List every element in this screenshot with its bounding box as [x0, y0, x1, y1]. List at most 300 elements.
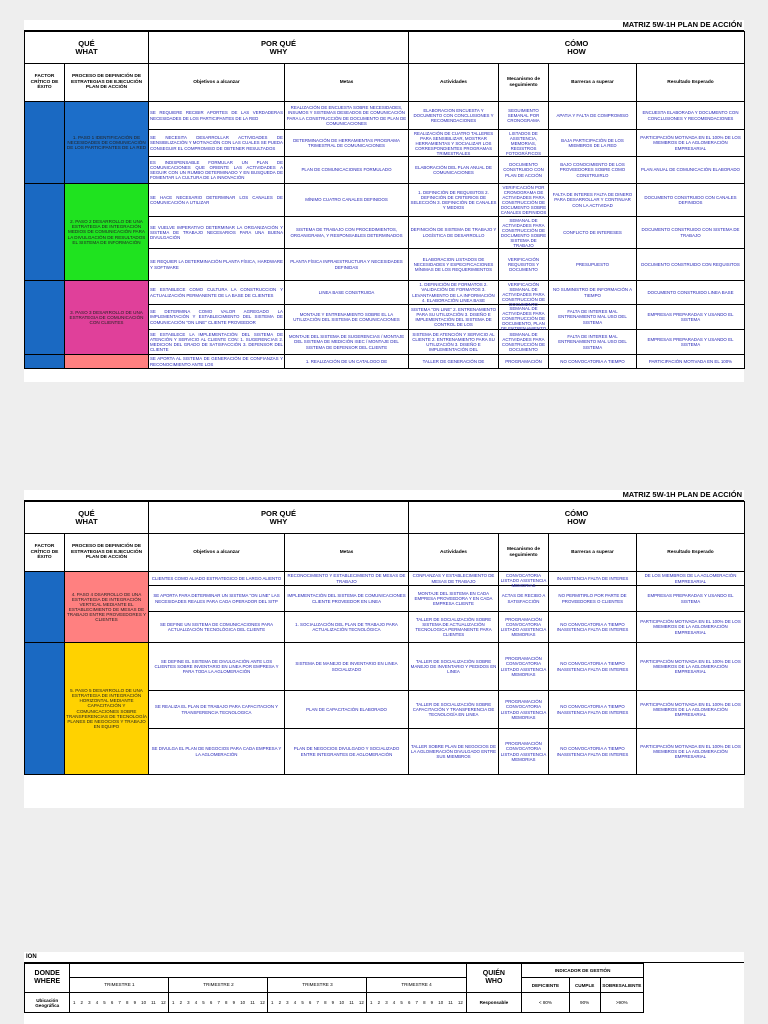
mecanismo-cell-text: LISTADOS DE ASISTENCIA, MEMORIAS, REGISTROS FOTOGRÁFICOS — [505, 130, 542, 156]
mecanismo-cell-text: SEMANAL DE ACTIVIDADES PARA CONSTRUCCIÓN DE DOCUMENTO, PLAN DE ENTRENAMIENTO — [500, 305, 547, 331]
mecanismo-cell-text: PROGRAMACIÓN CONVOCATORIA LISTADO ASISTENCIA MEMORIAS — [500, 741, 547, 762]
mecanismo-cell — [499, 217, 549, 249]
matrix-sheet-2 — [24, 490, 744, 808]
week-number: 12 — [259, 1000, 265, 1005]
barrera-cell-text: NO CONVOCATORIA A TIEMPO INASISTENCIA FALTA DE INTERES — [556, 704, 629, 715]
barrera-cell — [549, 102, 637, 130]
actividad-cell — [409, 729, 499, 775]
resultado-cell-text: EMPRESAS PREPARADAS Y USANDO EL SISTEMA — [647, 593, 734, 604]
week-number: 2 — [80, 1000, 83, 1005]
objetivo-cell — [149, 691, 285, 729]
week-number: 11 — [250, 1000, 255, 1005]
week-number: 9 — [232, 1000, 236, 1005]
row-label: Ubicación Geográfica — [25, 993, 70, 1013]
que-header: QUÉ WHAT — [25, 32, 149, 64]
matrix-sheet-1 — [24, 20, 744, 382]
week-number: 6 — [407, 1000, 411, 1005]
resultado-cell — [637, 572, 745, 586]
meta-cell-text: PLAN DE NEGOCIOS DIVULGADO Y SOCIALIZADO ENTRE INTEGRANTES DE AGLOMERACIÓN — [293, 746, 400, 757]
matrix-table — [24, 501, 745, 775]
where-who-sheet — [24, 952, 744, 1024]
mecanismo-cell-text: PROGRAMACIÓN CONVOCATORIA LISTADO ASISTENCIA MEMORIAS — [500, 699, 547, 720]
factor-cell — [25, 643, 65, 775]
mecanismo-cell-text: VERIFICACIÓN POR CRONOGRAMA DE ACTIVIDADES PARA CONSTRUCCIÓN DE DOCUMENTO SOBRE CANALES DEFINIDOS — [500, 184, 547, 216]
where-who-table — [24, 963, 644, 1013]
week-list — [70, 1000, 168, 1005]
mecanismo-cell — [499, 305, 549, 330]
week-number: 4 — [95, 1000, 99, 1005]
resultado-cell — [637, 691, 745, 729]
week-number: 3 — [88, 1000, 91, 1005]
barrera-cell-text: BAJA PARTICIPACIÓN DE LOS MIEMBROS DE LA RED — [561, 137, 624, 148]
week-number: 2 — [377, 1000, 381, 1005]
mecanismo-header: Mecanismo de seguimiento — [499, 64, 549, 102]
objetivo-cell-text: SE REQUIERE RECIBIR APORTES DE LAS VERDADERAS NECESIDADES DE LOS PARTICIPANTES DE LA RED — [150, 110, 283, 121]
actividad-cell-text: TALLER DE GENERACIÓN DE — [422, 358, 485, 364]
objetivo-cell-text: SE ESTABLECE LA IMPLEMENTACIÓN DEL SISTEMA DE ATENCIÓN Y SERVICIO AL CLIENTE CON: 1. SUGERENCIAS 2. MEDICION DEL GRADO DE SATISFACCIÓN 3. DEFENSOR DEL CLIENTE — [150, 331, 283, 353]
week-number: 7 — [217, 1000, 220, 1005]
week-number: 8 — [126, 1000, 129, 1005]
factor-cell — [25, 102, 65, 184]
week-number: 8 — [423, 1000, 426, 1005]
barrera-cell-text: PRESUPUESTO — [575, 261, 610, 267]
week-number: 5 — [103, 1000, 106, 1005]
mecanismo-cell-text: ACTAS DE RECIBO A SATISFACCIÓN — [501, 593, 546, 604]
objetivo-cell-text: SE NECESITA DESARROLLAR ACTIVIDADES DE SENSIBILIZACIÓN Y MOTIVACIÓN CON LAS CUALES SE PUEDA CONSEGUIR EL COMPROMISO DE OBTENER RESULTADOS — [150, 135, 283, 151]
mecanismo-cell-text: SEMANAL DE ACTIVIDADES PARA CONSTRUCCIÓN DE DOCUMENTO SOBRE SISTEMA DE TRABAJO — [500, 217, 547, 248]
mecanismo-cell — [499, 643, 549, 691]
objetivo-cell — [149, 330, 285, 355]
como-header: CÓMO HOW — [409, 32, 745, 64]
meta-cell-text: PLANTA FÍSICA INFRAESTRUCTURA Y NECESIDADES DEFINIDAS — [290, 259, 403, 270]
barrera-cell-text: NO CONVOCATORIA A TIEMPO INASISTENCIA FALTA DE INTERES — [556, 661, 629, 672]
indicador-header: INDICADOR DE GESTIÓN — [522, 964, 644, 978]
meta-cell — [285, 102, 409, 130]
barrera-cell — [549, 691, 637, 729]
metas-header: Metas — [285, 64, 409, 102]
barrera-cell-text: NO SUMINISTRO DE INFORMACIÓN A TIEMPO — [552, 287, 633, 298]
objetivo-cell — [149, 586, 285, 612]
level-sobresaliente: SOBRESALIENTE — [600, 978, 643, 993]
resultado-cell — [637, 330, 745, 355]
resultado-cell — [637, 643, 745, 691]
objetivo-cell-text: SE DETERMINA COMO VALOR AGREGADO LA IMPLEMENTACIÓN Y ESTABLECIMIENTO DEL SISTEMA DE COMUNICACIÓN "ON LINE" CLIENTE PROVEEDOR — [150, 309, 283, 325]
metas-header: Metas — [285, 534, 409, 572]
barrera-cell — [549, 586, 637, 612]
barrera-cell — [549, 249, 637, 281]
barrera-cell — [549, 330, 637, 355]
mecanismo-cell-text: PROGRAMACIÓN — [505, 358, 542, 364]
actividad-cell-text: TALLER DE SOCIALIZACIÓN SOBRE SISTEMA DE ACTUALIZACIÓN TECNOLOGICA PERMANENTE PARA CLIENTES — [415, 616, 492, 638]
mecanismo-cell-text: CONVOCATORIA LISTADO ASISTENCIA MEMORIAS — [500, 572, 547, 588]
actividades-header: Actividades — [409, 534, 499, 572]
weeks-q1 — [70, 993, 169, 1013]
week-number: 2 — [278, 1000, 282, 1005]
factor-header: FACTOR CRÍTICO DE ÉXITO — [25, 534, 65, 572]
week-number: 1 — [271, 1000, 274, 1005]
barrera-cell-text: FALTA DE INTERES FALTA DE DINERO PARA DESARROLLAR Y CONTINUAR CON LA ACTIVIDAD — [552, 192, 633, 208]
resultado-cell-text: PARTICIPACIÓN MOTIVADA EN EL 100% — [648, 358, 733, 364]
threshold-cumple: 90% — [569, 993, 600, 1013]
meta-cell-text: LINEA BASE CONSTRUIDA — [318, 289, 375, 295]
week-number: 8 — [225, 1000, 228, 1005]
actividad-cell — [409, 572, 499, 586]
week-list — [169, 1000, 267, 1005]
meta-cell-text: MÍNIMO CUATRO CANALES DEFINIDOS — [305, 197, 388, 203]
actividad-cell — [409, 217, 499, 249]
week-number: 11 — [448, 1000, 453, 1005]
meta-cell — [285, 729, 409, 775]
actividad-cell-text: ELABORACION ENCUESTA Y DOCUMENTO CON CONCLUSIONES Y RECOMENDACIONES — [413, 107, 494, 124]
actividad-cell-text: ELABORACION LISTADOS DE NECESIDADES Y ESPECIFICACIONES MÍNIMAS DE LOS REQUERIMIENTOS — [413, 256, 494, 273]
objetivo-cell — [149, 130, 285, 157]
barrera-cell-text: NO PERMITIRLO POR PARTE DE PROVEEDORES O CLIENTES — [558, 593, 627, 604]
mecanismo-header: Mecanismo de seguimiento — [499, 534, 549, 572]
meta-cell — [285, 355, 409, 369]
barrera-cell — [549, 130, 637, 157]
trimester-label: TRIMESTRE 1 — [70, 978, 169, 992]
meta-cell-text: IMPLEMENTACIÓN DEL SISTEMA DE COMUNICACIONES CLIENTE PROVEEDOR EN LINEA — [287, 593, 406, 604]
objetivo-cell-text: ES INDISPENSABLE FORMULAR UN PLAN DE COMUNICACIONES QUE ORIENTE LAS ACTIVIDADES A SEGUIR CON UN RUMBO DETERMINADO Y EN BUSQUEDA DE FOMENTAR LA CULTURA DE LA INNOVACIÓN — [150, 159, 283, 181]
weeks-q2 — [169, 993, 268, 1013]
week-number: 7 — [118, 1000, 121, 1005]
meta-cell — [285, 130, 409, 157]
meta-cell — [285, 691, 409, 729]
week-list — [367, 1000, 465, 1005]
meta-cell — [285, 217, 409, 249]
actividad-cell-text: SISTEMA DE ATENCIÓN Y SERVICIO AL CLIENTE 2. ENTRENAMIENTO PARA SU UTILIZACIÓN 3. DISEÑO E IMPLEMENTACIÓN DEL — [412, 331, 495, 353]
meta-cell — [285, 330, 409, 355]
meta-cell-text: DETERMINACIÓN DE HERRAMIENTAS PROGRAMA TRIMESTRAL DE COMUNICACIONES — [293, 137, 400, 148]
meta-cell-text: MONTAJE DEL SISTEMA DE SUGERENCIAS / MONTAJE DEL SISTEMA DE MEDICIÓN ISEC / MONTAJE DEL SISTEMA DE DEFENSOR DEL CLIENTE — [288, 334, 405, 350]
meta-cell — [285, 157, 409, 184]
actividad-cell-text: DEFINICIÓN DE SISTEMA DE TRABAJO Y LOGÍSTICA DE DESARROLLO — [410, 227, 497, 238]
step-cell: 5. PASO 5 DESARROLLO DE UNA ESTRATEGIA DE INTEGRACIÓN HORIZONTAL MEDIANTE CAPACITACIÓN Y COMUNICACIONES SOBRE TRANSFERENCIAS DE TECNOLOGÍA PLANES DE NEGOCIOS Y TRABAJO EN EQUIPO — [65, 643, 149, 775]
week-number: 5 — [400, 1000, 403, 1005]
actividad-cell-text: SISTEMA "ON LINE" 2. ENTRENAMIENTO PARA SU UTILIZACIÓN 3. DISEÑO E IMPLEMENTACIÓN DEL SISTEMA DE CONTROL DE LOS — [410, 306, 496, 328]
mecanismo-cell — [499, 572, 549, 586]
mecanismo-cell — [499, 330, 549, 355]
resultado-cell-text: EMPRESAS PREPARADAS Y USANDO EL SISTEMA — [647, 311, 734, 322]
actividad-cell — [409, 130, 499, 157]
objetivo-cell — [149, 184, 285, 217]
objetivo-cell-text: SE ESTABLECE COMO CULTURA LA CONSTRUCCION Y ACTUALIZACIÓN PERMANENTE DE LA BASE DE CLIENTES — [150, 287, 283, 298]
mecanismo-cell — [499, 157, 549, 184]
resultado-cell — [637, 355, 745, 369]
actividad-cell — [409, 305, 499, 330]
weeks-q4 — [367, 993, 466, 1013]
objetivo-cell — [149, 102, 285, 130]
objetivo-cell — [149, 612, 285, 643]
week-number: 7 — [415, 1000, 418, 1005]
objetivo-cell-text: SE APORTA AL SISTEMA DE GENERACIÓN DE CONFIANZAS Y RECONOCIMIENTO ANTE LOS — [150, 356, 283, 367]
resultado-cell — [637, 102, 745, 130]
barrera-cell — [549, 729, 637, 775]
objetivo-cell-text: SE HACE NECESARIO DETERMINAR LOS CANALES DE COMUNICACIÓN A UTILIZAR — [150, 194, 283, 205]
mecanismo-cell — [499, 102, 549, 130]
resultado-cell-text: PARTICIPACIÓN MOTIVADA EN EL 100% DE LOS MIEMBROS DE LA AGLOMERACIÓN EMPRESARIAL — [640, 135, 741, 151]
mecanismo-cell-text: VERIFICACIÓN REQUISITOS Y DOCUMENTO — [507, 256, 540, 273]
actividad-cell-text: REALIZACIÓN DE CUATRO TALLERES PARA SENSIBILIZAR, MOSTRAR HERRAMIENTAS Y SOCIALIZAR LOS CORRESPONDIENTES PROGRAMAS TRIMESTRALES — [413, 130, 494, 156]
week-number: 7 — [316, 1000, 319, 1005]
week-number: 9 — [133, 1000, 137, 1005]
actividad-cell-text: TALLER DE SOCIALIZACIÓN SOBRE MANEJO DE INVENTARIO Y PEDIDOS EN LINEA — [410, 658, 497, 675]
level-deficiente: DEFICIENTE — [522, 978, 569, 993]
por-que-header: POR QUÉ WHY — [149, 32, 409, 64]
barrera-cell — [549, 157, 637, 184]
week-number: 10 — [339, 1000, 345, 1005]
resultado-header: Resultado Esperado — [637, 534, 745, 572]
meta-cell-text: PLAN DE COMUNICACIONES FORMULADO — [301, 167, 392, 173]
resultado-cell — [637, 612, 745, 643]
proceso-header: PROCESO DE DEFINICIÓN DE ESTRATEGIAS DE EJECUCIÓN PLAN DE ACCIÓN — [65, 534, 149, 572]
threshold-deficiente: < 80% — [522, 993, 569, 1013]
meta-cell — [285, 281, 409, 305]
resultado-cell-text: ENCUESTA ELABORADA Y DOCUMENTO CON CONCLUSIONES Y RECOMENDACIONES — [642, 110, 739, 121]
objetivo-cell-text: SE REALIZA EL PLAN DE TRABAJO PARA CAPACITACION Y TRANSFERENCIA TECNOLOGICA — [154, 704, 279, 715]
objetivo-cell — [149, 729, 285, 775]
factor-cell — [25, 184, 65, 281]
factor-cell — [25, 281, 65, 355]
objetivos-header: Objetivos a alcanzar — [149, 534, 285, 572]
objetivo-cell — [149, 157, 285, 184]
step-cell: 4. PASO 4 DSARROLLO DE UNA ESTRATEGIA DE INTEGRACIÓN VERTICAL MEDIANTE EL ESTABLECIMIENTO DE MESAS DE TRABAJO ENTRE PROVEEDORES Y CLIENTES — [65, 572, 149, 643]
trimester-label: TRIMESTRE 2 — [169, 978, 268, 992]
mecanismo-cell — [499, 355, 549, 369]
actividad-cell-text: TALLER SOBRE PLAN DE NEGOCIOS DE LA AGLOMERACIÓN DIVULGADO ENTRE SUS MIEMBROS — [410, 743, 497, 760]
meta-cell-text: 1. SOCIALIZACIÓN DEL PLAN DE TRABAJO PARA ACTUALIZACIÓN TECNOLÓGICA — [295, 621, 398, 632]
quien-header: QUIÉN WHO — [466, 964, 522, 993]
step-cell: 1. PASO 1 IDENTIFICACIÓN DE NECESIDADES DE COMUNICACIÓN DE LOS PARTICIPANTES DE LA RED — [65, 102, 149, 184]
mecanismo-cell — [499, 691, 549, 729]
week-number: 10 — [240, 1000, 246, 1005]
week-number: 6 — [110, 1000, 114, 1005]
step-cell: 2. PASO 2 DESARROLLO DE UNA ESTRATEGIA DE INTEGRACIÓN MEDIOS DE COMUNICACIÓN PARA LA DIVULGACIÓN DE RESULTADOS EL SISTEMA DE INFORMACIÓN — [65, 184, 149, 281]
objetivo-cell — [149, 281, 285, 305]
barrera-cell — [549, 612, 637, 643]
week-number: 10 — [438, 1000, 444, 1005]
week-number: 2 — [179, 1000, 183, 1005]
resultado-cell — [637, 729, 745, 775]
meta-cell — [285, 612, 409, 643]
week-number: 8 — [324, 1000, 327, 1005]
resultado-cell — [637, 281, 745, 305]
matrix-row — [25, 572, 745, 586]
trimester-label: TRIMESTRE 3 — [268, 978, 367, 992]
factor-cell — [25, 355, 65, 369]
resultado-header: Resultado Esperado — [637, 64, 745, 102]
week-number: 3 — [385, 1000, 388, 1005]
barrera-cell — [549, 572, 637, 586]
actividades-header: Actividades — [409, 64, 499, 102]
actividad-cell — [409, 249, 499, 281]
como-header: CÓMO HOW — [409, 502, 745, 534]
meta-cell-text: MONTAJE Y ENTRENAMIENTO SOBRE EL LA UTILIZACIÓN DEL SISTEMA DE COMUNICACIONES — [293, 311, 400, 322]
resultado-cell — [637, 130, 745, 157]
barrera-cell — [549, 184, 637, 217]
resultado-cell — [637, 217, 745, 249]
week-number: 5 — [202, 1000, 205, 1005]
objetivo-cell-text: SE REQUIER LA DETERMINACIÓN PLANTA FÍSICA, HARDWARE Y SOFTWARE — [150, 259, 283, 270]
matrix-row — [25, 281, 745, 305]
actividad-cell-text: CONFIANZAS Y ESTABLECIMIENTO DE MESAS DE TRABAJO — [412, 573, 495, 584]
actividad-cell — [409, 184, 499, 217]
objetivo-cell — [149, 643, 285, 691]
trimester-label: TRIMESTRE 4 — [401, 982, 432, 987]
barreras-header: Barreras a superar — [549, 64, 637, 102]
meta-cell-text: SISTEMA DE TRABAJO CON PROCEDIMIENTOS, ORGANIGRAMA, Y RESPONSABLES DETERMINADOS — [290, 227, 403, 238]
week-number: 4 — [392, 1000, 396, 1005]
objetivo-cell — [149, 572, 285, 586]
mecanismo-cell-text: PROGRAMACIÓN CONVOCATORIA LISTADO ASISTENCIA MEMORIAS — [500, 656, 547, 677]
actividad-cell-text: TALLER DE SOCIALIZACIÓN SOBRE CAPACITACIÓN Y TRANSFERENCIA DE TECNOLOGÍA EN LINEA — [412, 701, 495, 718]
week-number: 1 — [370, 1000, 373, 1005]
step-cell — [65, 355, 149, 369]
meta-cell — [285, 586, 409, 612]
empty-header — [70, 964, 466, 978]
barrera-cell — [549, 305, 637, 330]
barrera-cell — [549, 217, 637, 249]
barrera-cell — [549, 355, 637, 369]
week-number: 6 — [209, 1000, 213, 1005]
objetivo-cell — [149, 305, 285, 330]
actividad-cell — [409, 102, 499, 130]
resultado-cell — [637, 586, 745, 612]
actividad-cell — [409, 643, 499, 691]
matrix-row — [25, 643, 745, 691]
barrera-cell — [549, 281, 637, 305]
mecanismo-cell — [499, 729, 549, 775]
mecanismo-cell-text: PROGRAMACIÓN CONVOCATORIA LISTADO ASISTENCIA MEMORIAS — [500, 616, 547, 638]
mecanismo-cell-text: SEMANAL DE ACTIVIDADES PARA CONSTRUCCIÓN DE DOCUMENTO — [501, 331, 546, 353]
sheet-title-fragment: ION — [24, 952, 744, 963]
week-number: 12 — [358, 1000, 364, 1005]
barrera-cell-text: APATIA Y FALTA DE COMPROMISO — [556, 112, 629, 118]
matrix-row — [25, 355, 745, 369]
week-number: 3 — [187, 1000, 190, 1005]
matrix-row — [25, 102, 745, 130]
actividad-cell — [409, 281, 499, 305]
meta-cell — [285, 184, 409, 217]
meta-cell — [285, 572, 409, 586]
barrera-cell — [549, 643, 637, 691]
mecanismo-cell — [499, 249, 549, 281]
week-number: 6 — [308, 1000, 312, 1005]
week-number: 3 — [286, 1000, 289, 1005]
resultado-cell-text: PARTICIPACIÓN MOTIVADA EN EL 100% DE LOS MIEMBROS DE LA AGLOMERACIÓN EMPRESARIAL — [640, 619, 741, 635]
resultado-cell-text: PARTICIPACIÓN MOTIVADA EN EL 100% DE LOS MIEMBROS DE LA AGLOMERACIÓN EMPRESARIAL — [640, 743, 741, 760]
resultado-cell — [637, 184, 745, 217]
actividad-cell — [409, 612, 499, 643]
actividad-cell — [409, 330, 499, 355]
resultado-cell — [637, 249, 745, 281]
week-number: 1 — [72, 1000, 76, 1005]
actividad-cell — [409, 586, 499, 612]
week-number: 4 — [293, 1000, 297, 1005]
week-number: 9 — [430, 1000, 434, 1005]
matrix-title: MATRIZ 5W-1H PLAN DE ACCIÓN — [24, 20, 744, 31]
mecanismo-cell — [499, 130, 549, 157]
mecanismo-cell — [499, 612, 549, 643]
objetivo-cell — [149, 217, 285, 249]
barrera-cell-text: NO CONVOCATORIA A TIEMPO — [560, 358, 625, 364]
barrera-cell-text: FALTA DE INTERES MAL ENTRENAMIENTO MAL USO DEL SISTEMA — [558, 309, 627, 325]
resultado-cell-text: DOCUMENTO CONSTRUIDO CON CANALES DEFINIDOS — [644, 194, 737, 205]
barrera-cell-text: INASISTENCIA FALTA DE INTERES — [556, 575, 629, 581]
matrix-title: MATRIZ 5W-1H PLAN DE ACCIÓN — [24, 490, 744, 501]
resultado-cell — [637, 305, 745, 330]
barrera-cell-text: CONFLICTO DE INTERESES — [563, 229, 622, 235]
week-number: 11 — [349, 1000, 354, 1005]
actividad-cell-text: ELABORACIÓN DEL PLAN ANUAL DE COMUNICACIONES — [415, 164, 492, 175]
mecanismo-cell-text: VERIFICACIÓN SEMANAL DE ACTIVIDADES PARA CONSTRUCCIÓN DE DOCUMENTO — [501, 281, 546, 307]
barrera-cell-text: NO CONVOCATORIA A TIEMPO INASISTENCIA FALTA DE INTERES — [556, 746, 629, 757]
week-number: 1 — [171, 1000, 175, 1005]
actividad-cell — [409, 355, 499, 369]
level-cumple: CUMPLE — [569, 978, 600, 993]
barrera-cell-text: NO CONVOCATORIA A TIEMPO INASISTENCIA FALTA DE INTERES — [556, 621, 629, 632]
week-list — [268, 1000, 366, 1005]
factor-cell — [25, 572, 65, 643]
week-number: 5 — [301, 1000, 304, 1005]
objetivo-cell-text: SE DIVULGA EL PLAN DE NEGOCIOS PARA CADA EMPRESA Y LA AGLOMERACIÓN — [151, 746, 282, 757]
matrix-table — [24, 31, 745, 369]
actividad-cell — [409, 157, 499, 184]
trimester-list — [70, 978, 465, 992]
objetivo-cell-text: SE DEFINE EL SISTEMA DE DIVULGACIÓN ANTE LOS CLIENTES SOBRE INVENTARIO EN LINEA POR EMPRESA Y PARA TODA LA AGLOMERACIÓN — [154, 658, 279, 675]
week-number: 11 — [151, 1000, 156, 1005]
matrix-row — [25, 184, 745, 217]
meta-cell — [285, 643, 409, 691]
mecanismo-cell — [499, 184, 549, 217]
actividad-cell-text: 1. DEFINICIÓN DE REQUISITOS 2. DEFINICIÓN DE CRITERIOS DE SELECCIÓN 3. DEFINICIÓN DE CANALES Y MEDIOS — [410, 189, 497, 211]
factor-header: FACTOR CRÍTICO DE ÉXITO — [25, 64, 65, 102]
que-header: QUÉ WHAT — [25, 502, 149, 534]
resultado-cell — [637, 157, 745, 184]
mecanismo-cell — [499, 281, 549, 305]
resultado-cell-text: DOCUMENTO CONSTRUIDO CON REQUISITOS — [641, 261, 740, 267]
resultado-cell-text: PARTICIPACIÓN MOTIVADA EN EL 100% DE LOS MIEMBROS DE LA AGLOMERACIÓN EMPRESARIAL — [640, 658, 741, 675]
meta-cell-text: SISTEMA DE MANEJO DE INVENTARIO EN LINEA SOCIALIZADO — [295, 661, 398, 672]
actividad-cell-text: MONTAJE DEL SISTEMA EN CADA EMPRESA PROVEEDORA Y EN CADA EMPRESA CLIENTE — [414, 590, 493, 607]
meta-cell — [285, 305, 409, 330]
mecanismo-cell-text: DOCUMENTO CONSTRUIDO CON PLAN DE ACCIÓN — [503, 162, 544, 178]
resultado-cell-text: PARTICIPACIÓN MOTIVADA EN EL 100% DE LOS MIEMBROS DE LA AGLOMERACIÓN EMPRESARIAL — [640, 701, 741, 718]
responsable-cell: Responsable — [466, 993, 522, 1013]
objetivo-cell-text: SE APORTA PARA DETERMINAR UN SISTEMA "ON LINE" LAS NECESIDADES REALES PARA CADA OPERADOR DEL SITP — [153, 593, 280, 604]
mecanismo-cell-text: SEGUIMIENTO SEMANAL POR CRONOGRAMA — [507, 107, 540, 124]
objetivo-cell-text: SE VUELVE IMPERATIVO DETERMINAR LA ORGANIZACIÓN Y SISTEMA DE TRABAJO NECESARIOS PARA UNA BUENA DIVULGACIÓN — [150, 224, 283, 241]
mecanismo-cell — [499, 586, 549, 612]
barrera-cell-text: FALTA DE INTERES MAL ENTRENAMIENTO MAL USO DEL SISTEMA — [558, 334, 627, 350]
weeks-q3 — [268, 993, 367, 1013]
week-number: 9 — [331, 1000, 335, 1005]
donde-header: DONDE WHERE — [25, 964, 70, 993]
objetivo-cell — [149, 355, 285, 369]
objetivo-cell — [149, 249, 285, 281]
actividad-cell-text: 1. DEFINICIÓN DE FORMATOS 2. VALIDACIÓN DE FORMATOS 3. LEVANTAMIENTO DE LA INFORMACIÓN 4. ELABORACIÓN LINEA BASE — [412, 282, 495, 303]
meta-cell-text: REALIZACIÓN DE ENCUESTA SOBRE NECESIDADES, INSUMOS Y SISTEMAS DESEADOS DE COMUNICACIÓN PARA LA CONSTRUCCIÓN DE DOCUMENTO DE PLAN DE COMUNICACIONES — [286, 105, 407, 126]
week-number: 10 — [141, 1000, 147, 1005]
meta-cell — [285, 249, 409, 281]
actividad-cell — [409, 691, 499, 729]
objetivos-header: Objetivos a alcanzar — [149, 64, 285, 102]
objetivo-cell-text: SE DEFINE UN SISTEMA DE COMUNICACIONES PARA ACTUALIZACIÓN TECNOLÓGICA DEL CLIENTE — [159, 621, 274, 632]
barreras-header: Barreras a superar — [549, 534, 637, 572]
resultado-cell-text: DOCUMENTO CONSTRUIDO LINEA BASE — [647, 289, 734, 295]
meta-cell-text: 1. REALIZACIÓN DE UN CATALOGO DE — [305, 358, 388, 364]
proceso-header: PROCESO DE DEFINICIÓN DE ESTRATEGIAS DE EJECUCIÓN PLAN DE ACCIÓN — [65, 64, 149, 102]
